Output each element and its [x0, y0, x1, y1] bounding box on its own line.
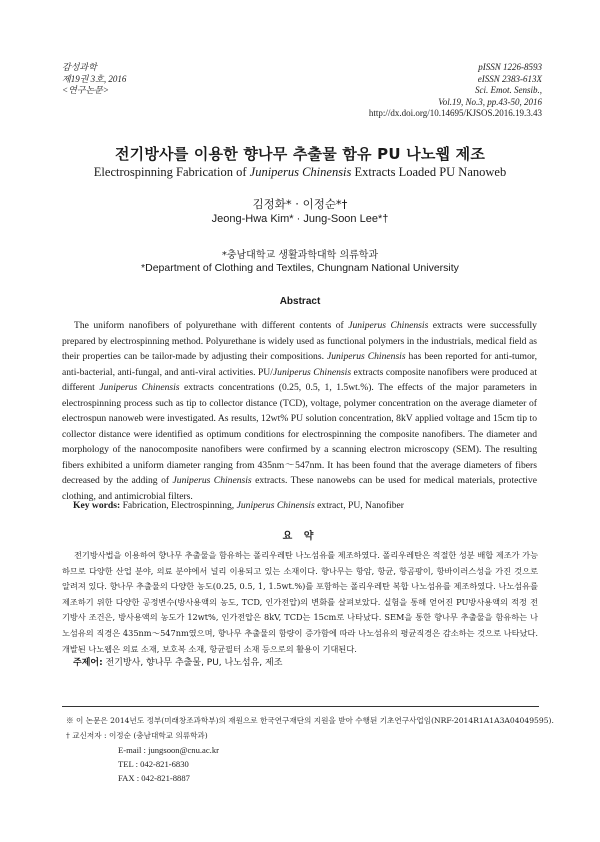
korean-abstract-body: 전기방사법을 이용하여 향나무 추출물을 함유하는 폴리우레탄 나노섬유를 제조하였다. 폴리우레탄은 적절한 성분 배합 제조가 가능하므로 다양한 산업 분야, 의료 분야에서 널리 이용되고 있는 소재이다. 향나무는 항암, 항균, 항곰팡이, 항바이러스성을 가진 것으로 알려져 있다. 향나무 추출물의 다양한 농도(0.25, 0.5, 1, 1.5wt.%)를 포함하는 폴리우레탄 복합 나노섬유를 제조하였다. 나노섬유를 제조하기 위한 다양한 공정변수(방사용액의 농도, TCD, 인가전압)의 변화를 살펴보았다. 실험을 통해 얻어진 PU방사용액의 적정 전기방사 조건은, 방사용액의 농도가 12wt%, 인가전압은 8kV, TCD는 15cm로 나타났다. SEM을 통한 향나무 추출물을 함유하는 나노섬유의 직경은 435nm～547nm였으며, 향나무 추출물의 함량이 증가함에 따라 나노섬유의 평균직경은 감소하는 것으로 나타났다. 개발된 나노웹은 의료 소재, 보호복 소재, 항균필터 소재 등으로의 활용이 기대된다. [62, 550, 538, 654]
volume-issue-korean: 제19권 3호, 2016 [62, 73, 127, 84]
korean-abstract-heading: 요 약 [282, 531, 318, 542]
pissn: pISSN 1226-8593 [478, 62, 542, 72]
abstract-heading: Abstract [279, 296, 321, 307]
affiliation-english: *Department of Clothing and Textiles, Chungnam National University [141, 262, 459, 274]
korean-keywords: 주제어: 전기방사, 향나무 추출물, PU, 나노섬유, 제조 [73, 658, 283, 668]
title-korean: 전기방사를 이용한 향나무 추출물 함유 PU 나노웹 제조 [114, 145, 486, 163]
keywords-label: Key words: [73, 500, 121, 511]
journal-name-korean: 감성과학 [62, 62, 97, 72]
journal-header-left [62, 62, 126, 97]
abstract-body: The uniform nanofibers of polyurethane with different contents of Juniperus Chinensis extracts were successfully prepared by electrospinning method. Polyurethane is widely used as functional polymers in the industrials, medical field as their properties can be tailor-made by adjusting their compositions. Juniperus Chinensis has been reported for anti-tumor, anti-bacterial, anti-fungal, and anti-viral activities. PU/Juniperus Chinensis extracts composite nanofibers were produced at different Juniperus Chinensis extracts concentrations (0.25, 0.5, 1, 1.5wt.%). The effects of the major parameters in electrospinning process such as tip to collector distance (TCD), voltage, polymer concentration on the average diameter of electrospun nanoweb were investigated. As results, 12wt% PU solution concentration, 8kV applied voltage and 15cm tip to collector distance were identified as optimum conditions for electrospinning the composite nanofibers. The diameter and morphology of the nanocomposite nanofibers were confirmed by a scanning electron microscopy (SEM). The resulting fibers exhibited a uniform diameter ranging from 435nm～547nm. It has been found that the average diameters of fibers decreased by the adding of Juniperus Chinensis extracts. These nanowebs can be used for medical materials, protective clothing, and antimicrobial filters. [62, 320, 537, 502]
funding-footnote: ※ 이 논문은 2014년도 정부(미래창조과학부)의 재원으로 한국연구재단의 지원을 받아 수행된 기초연구사업임(NRF-2014R1A1A3A04049595). [66, 716, 554, 725]
corresponding-author: † 교신저자 : 이정순 (충남대학교 의류학과) [66, 731, 208, 740]
footnote-divider [62, 706, 539, 707]
eissn: eISSN 2383-613X [477, 73, 542, 84]
authors-korean: 김정화* · 이정순*† [252, 197, 348, 211]
author-fax: FAX : 042-821-8887 [118, 773, 190, 783]
keywords: Key words: Fabrication, Electrospinning, Juniperus Chinensis extract, PU, Nanofiber [73, 500, 404, 511]
journal-header-right [369, 62, 542, 120]
doi-link[interactable]: http://dx.doi.org/10.14695/KJSOS.2016.19.3.43 [368, 108, 542, 118]
authors-english: Jeong-Hwa Kim* · Jung-Soon Lee*† [211, 213, 389, 225]
affiliation-korean: *충남대학교 생활과학대학 의류학과 [221, 250, 379, 261]
journal-abbrev: Sci. Emot. Sensib., [475, 85, 542, 95]
title-english: Electrospinning Fabrication of Juniperus Chinensis Extracts Loaded PU Nanoweb [93, 165, 507, 179]
korean-keywords-label: 주제어: [73, 658, 103, 668]
article-type: <연구논문> [62, 85, 109, 95]
author-email[interactable]: E-mail : jungsoon@cnu.ac.kr [118, 745, 219, 755]
volume-pages: Vol.19, No.3, pp.43-50, 2016 [438, 96, 542, 107]
author-phone: TEL : 042-821-6830 [118, 759, 189, 769]
